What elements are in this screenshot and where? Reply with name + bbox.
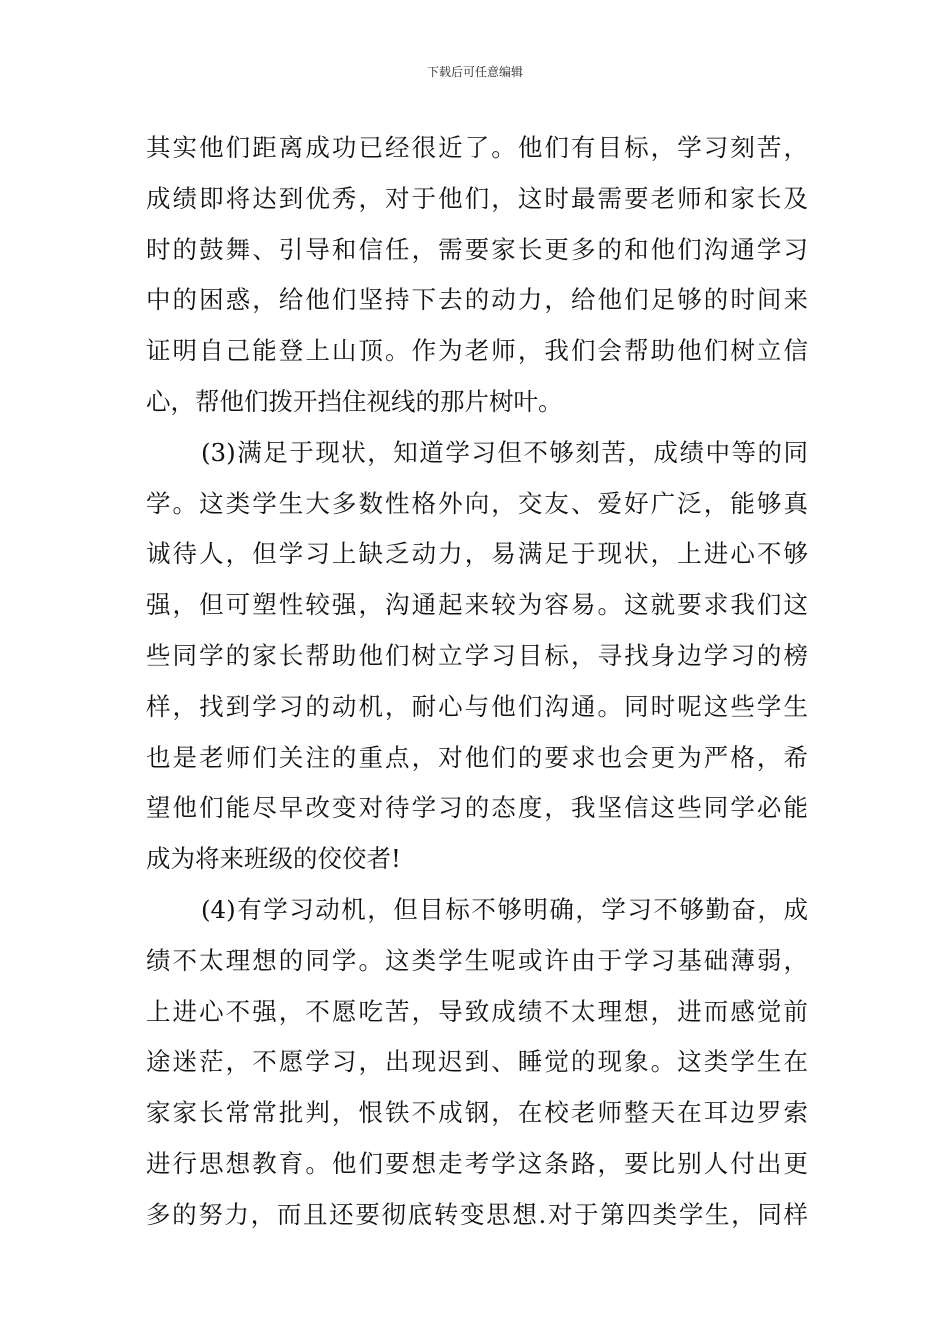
text-line: (3)满足于现状，知道学习但不够刻苦，成绩中等的同 (201, 437, 808, 467)
text-line: 其实他们距离成功已经很近了。他们有目标，学习刻苦， (146, 133, 808, 162)
text-line: 心，帮他们拨开挡住视线的那片树叶。 (146, 386, 563, 416)
text-line: 学。这类学生大多数性格外向，交友、爱好广泛，能够真 (146, 488, 808, 518)
text-line: 上进心不强，不愿吃苦，导致成绩不太理想，进而感觉前 (146, 996, 808, 1026)
text-line: 绩不太理想的同学。这类学生呢或许由于学习基础薄弱， (146, 945, 808, 975)
text-line: 诚待人，但学习上缺乏动力，易满足于现状，上进心不够 (146, 539, 808, 569)
text-line: 进行思想教育。他们要想走考学这条路，要比别人付出更 (146, 1148, 808, 1178)
text-line: 家家长常常批判，恨铁不成钢，在校老师整天在耳边罗索 (146, 1098, 808, 1128)
text-line: 强，但可塑性较强，沟通起来较为容易。这就要求我们这 (146, 590, 808, 620)
text-line: 成绩即将达到优秀，对于他们，这时最需要老师和家长及 (146, 183, 808, 213)
document-body (146, 123, 808, 1241)
page-header: 下载后可任意编辑 (426, 65, 523, 79)
text-line: 也是老师们关注的重点，对他们的要求也会更为严格，希 (146, 742, 808, 772)
text-line: 样，找到学习的动机，耐心与他们沟通。同时呢这些学生 (146, 691, 808, 721)
text-line: 成为将来班级的佼佼者! (146, 844, 401, 874)
text-line: 多的努力，而且还要彻底转变思想.对于第四类学生，同样 (146, 1199, 808, 1229)
text-line: 证明自己能登上山顶。作为老师，我们会帮助他们树立信 (146, 336, 808, 366)
text-line: (4)有学习动机，但目标不够明确，学习不够勤奋，成 (201, 894, 808, 924)
text-line: 些同学的家长帮助他们树立学习目标，寻找身边学习的榜 (146, 640, 808, 670)
text-line: 望他们能尽早改变对待学习的态度，我坚信这些同学必能 (146, 793, 808, 823)
text-line: 中的困惑，给他们坚持下去的动力，给他们足够的时间来 (146, 285, 808, 315)
text-line: 时的鼓舞、引导和信任，需要家长更多的和他们沟通学习 (146, 234, 808, 264)
text-line: 途迷茫，不愿学习，出现迟到、睡觉的现象。这类学生在 (146, 1047, 808, 1077)
